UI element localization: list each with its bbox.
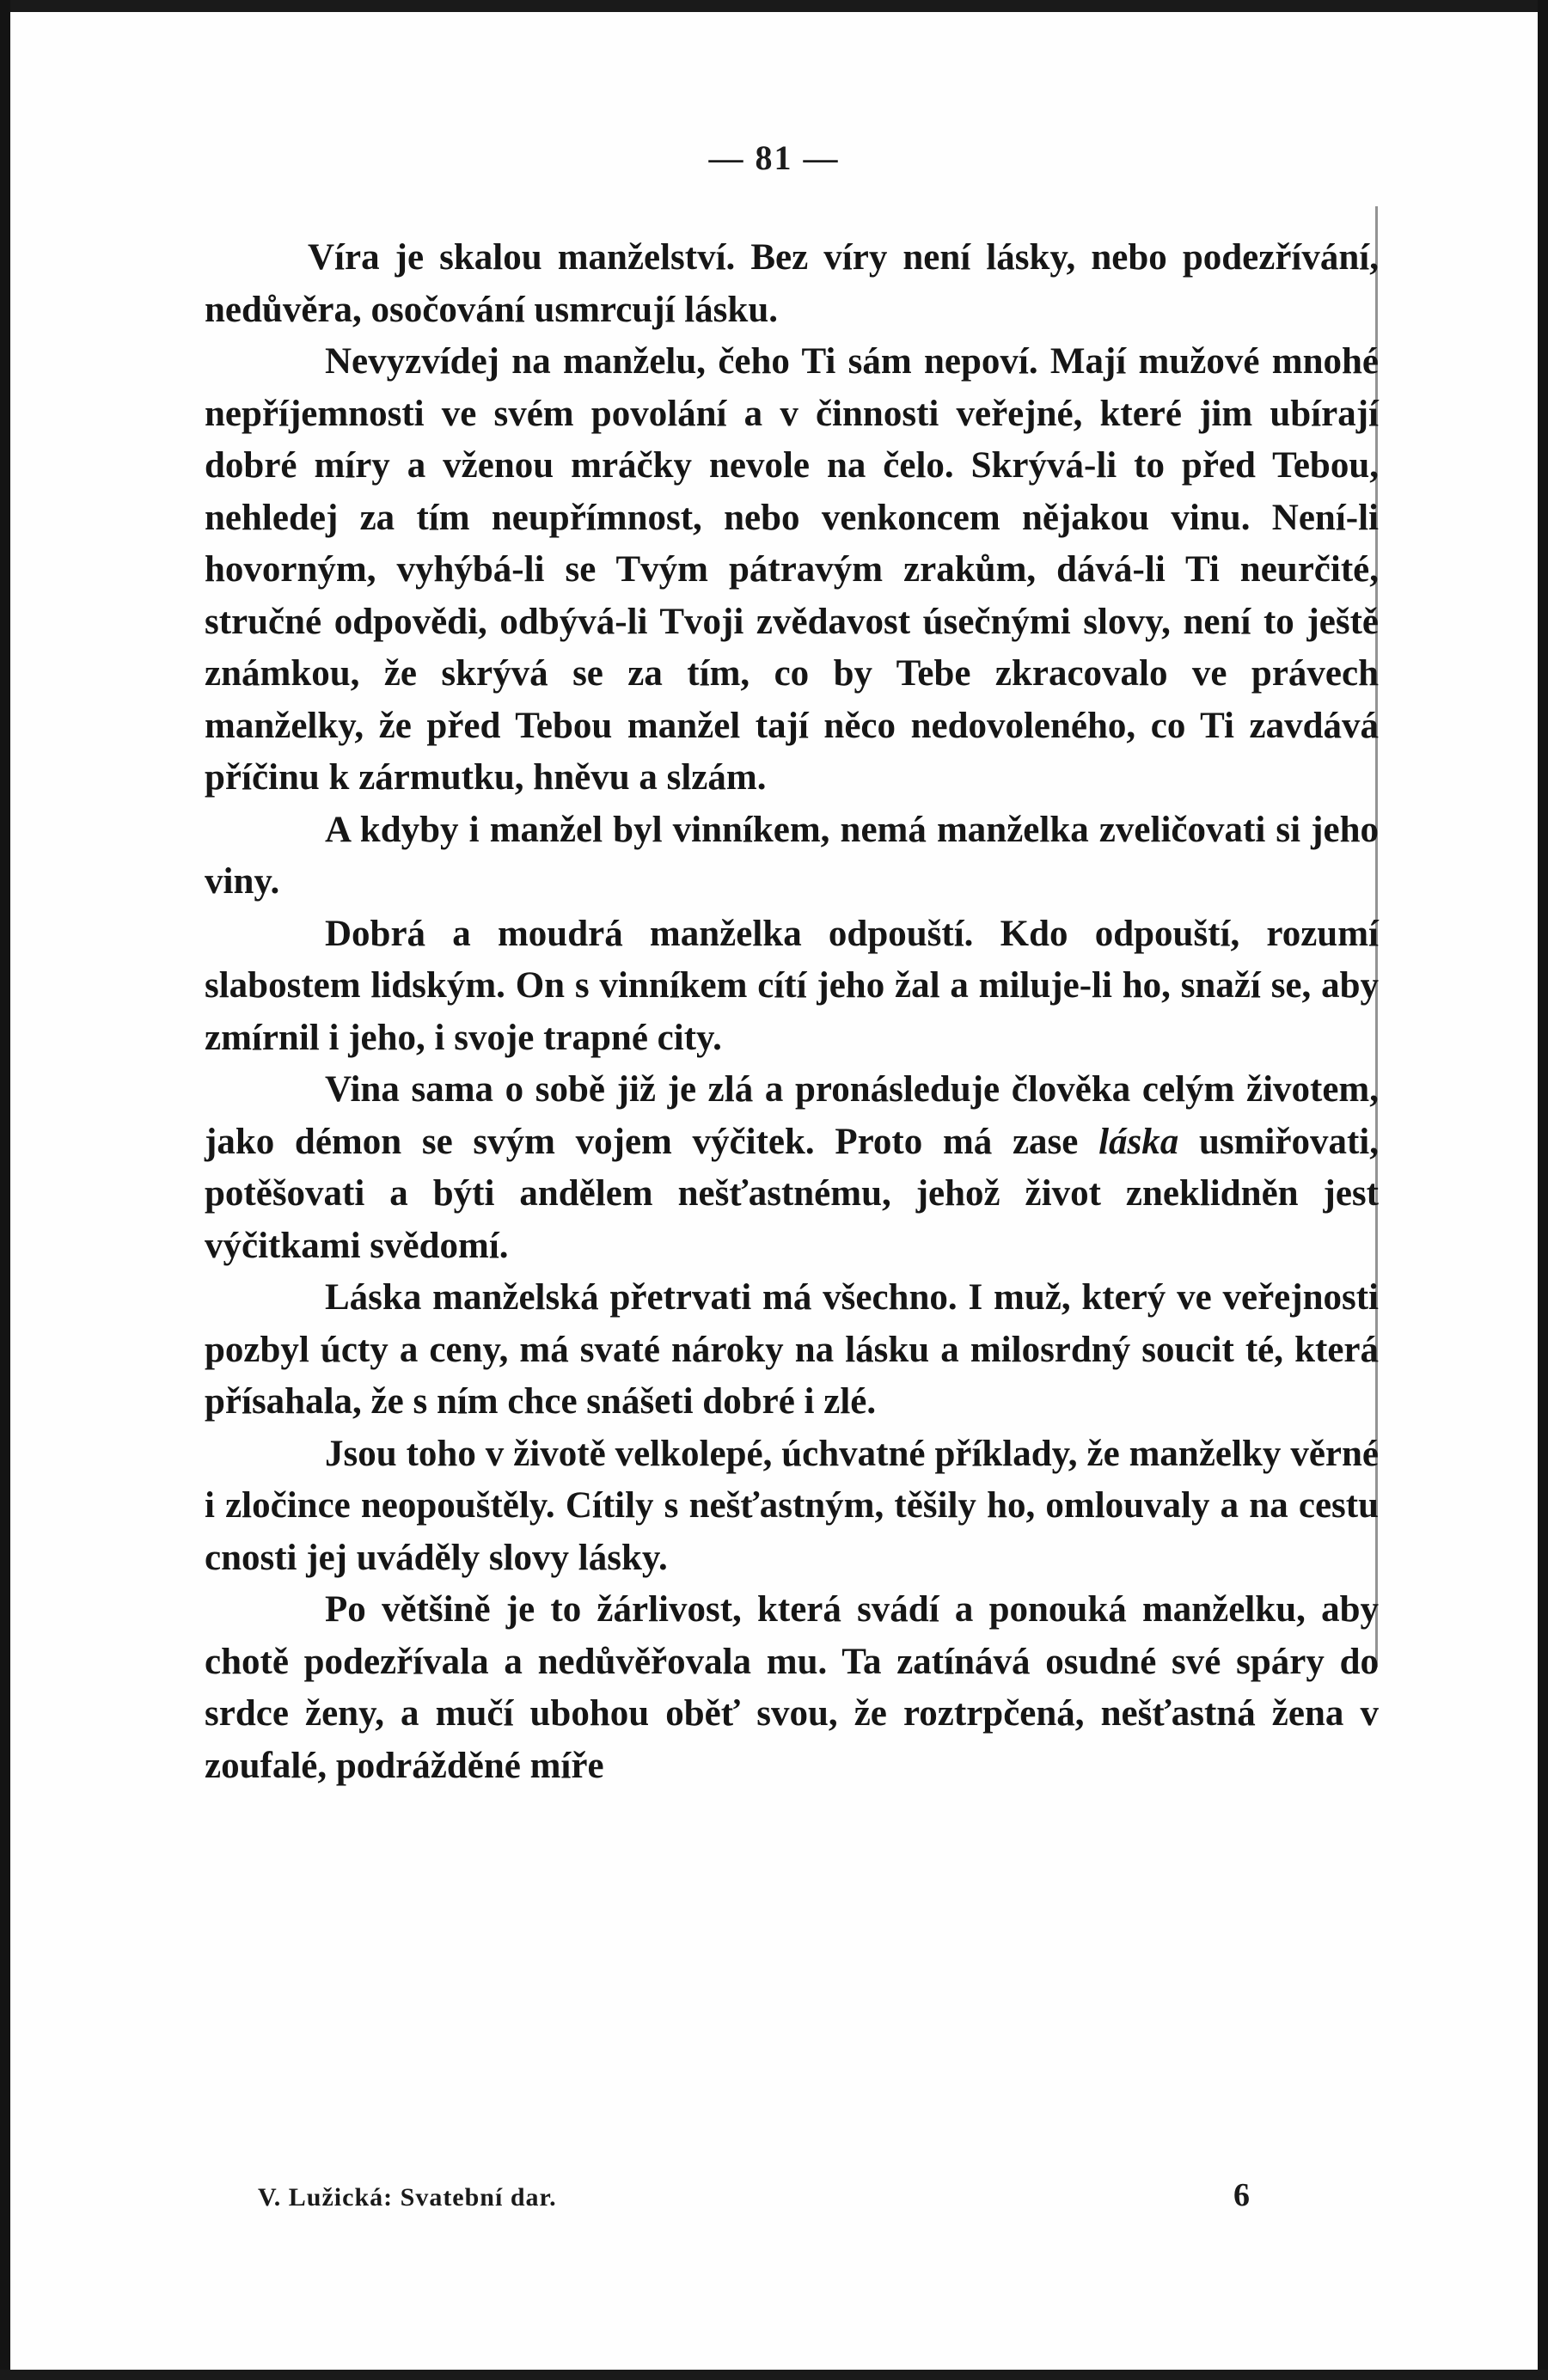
scan-edge-top xyxy=(0,0,1548,12)
paragraph: Jsou toho v životě velkolepé, úchvatné příklady, že manželky věrné i zločince neopouštěly. Cítily s nešťastným, těšily ho, omlouvaly a na cestu cnosti jej uváděly slovy lásky. xyxy=(205,1433,1379,1578)
page-number: — 81 — xyxy=(708,138,840,177)
binding-shadow xyxy=(1375,206,1429,1667)
scan-edge-right xyxy=(1538,0,1548,2380)
paragraph: Nevyzvídej na manželu, čeho Ti sám nepoví. Mají mužové mnohé nepříjemnosti ve svém povolání a v činnosti veřejné, které jim ubírají dobré míry a vženou mráčky nevole na čelo. Skrývá-li to před Tebou, nehledej za tím neupřímnost, nebo venkoncem nějakou vinu. Není-li hovorným, vyhýbá-li se Tvým pátravým zrakům, dává-li Ti neurčité, stručné odpovědi, odbývá-li Tvoji zvědavost úsečnými slovy, není to ještě známkou, že skrývá se za tím, co by Tebe zkracovalo ve právech manželky, že před Tebou manžel tají něco nedovoleného, co Ti zavdává příčinu k zármutku, hněvu a slzám. xyxy=(205,341,1379,798)
paragraph-text: Vina sama o sobě již je zlá a pronásleduje člověka celým životem, jako démon se svým vojem výčitek. Proto má zase xyxy=(205,1069,1379,1162)
paragraph-text: usmiřovati, potěšovati a býti andělem nešťastnému, jehož život zneklidněn jest výčitkami svědomí. xyxy=(205,1121,1379,1266)
paragraph: Víra je skalou manželství. Bez víry není lásky, nebo podezřívání, nedůvěra, osočování usmrcují lásku. xyxy=(205,237,1379,330)
paragraph xyxy=(205,1064,1379,1272)
footer-signature: V. Lužická: Svatební dar. xyxy=(258,2183,557,2212)
paragraph: Po většině je to žárlivost, která svádí a ponouká manželku, aby chotě podezřívala a nedůvěřovala mu. Ta zatínává osudné své spáry do srdce ženy, a mučí ubohou oběť svou, že roztrpčená, nešťastná žena v zoufalé, podrážděné míře xyxy=(205,1589,1379,1786)
body-text xyxy=(205,232,1379,1792)
emphasized-word: láska xyxy=(1098,1121,1179,1162)
paragraph: Dobrá a moudrá manželka odpouští. Kdo odpouští, rozumí slabostem lidským. On s vinníkem cítí jeho žal a miluje-li ho, snaží se, aby zmírnil i jeho, i svoje trapné city. xyxy=(205,913,1379,1058)
sheet-number: 6 xyxy=(1233,2177,1250,2213)
paragraph: A kdyby i manžel byl vinníkem, nemá manželka zveličovati si jeho viny. xyxy=(205,809,1379,902)
scan-edge-left xyxy=(0,0,10,2380)
scan-edge-bottom xyxy=(0,2370,1548,2380)
paragraph: Láska manželská přetrvati má všechno. I muž, který ve veřejnosti pozbyl úcty a ceny, má svaté nároky na lásku a milosrdný soucit té, která přísahala, že s ním chce snášeti dobré i zlé. xyxy=(205,1277,1379,1422)
